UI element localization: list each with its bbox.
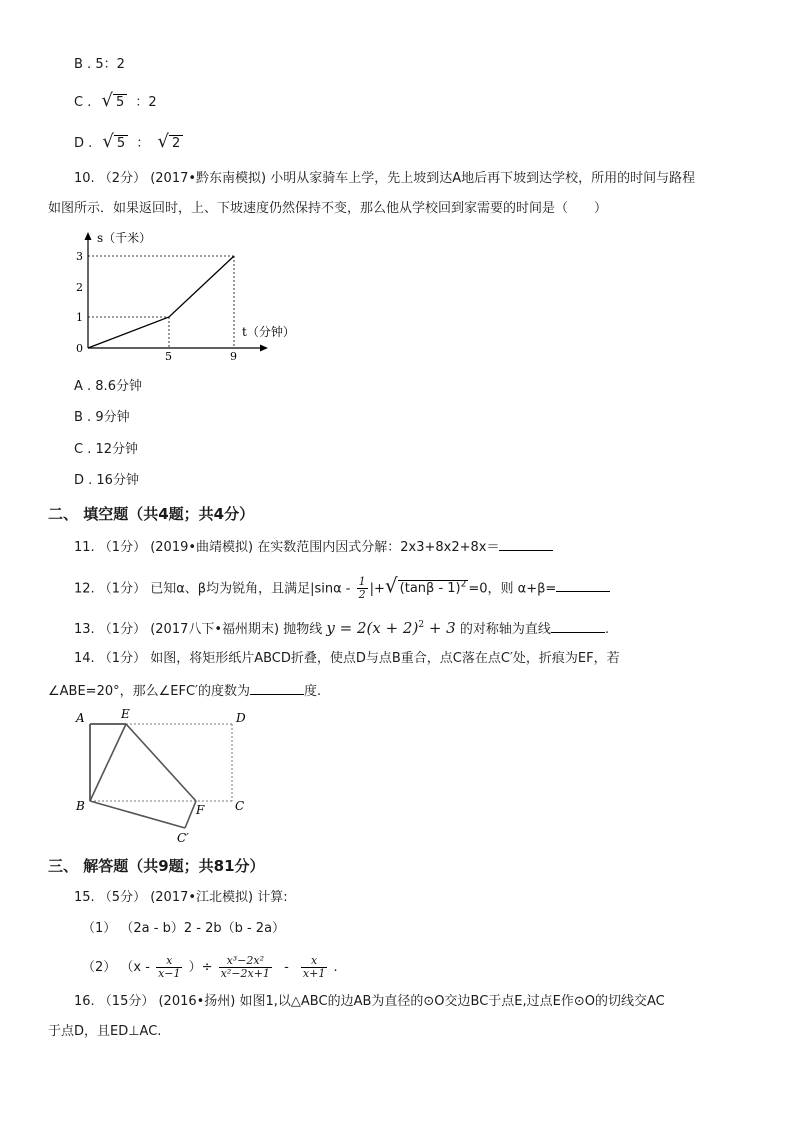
- edge-FC-prime: [185, 801, 196, 828]
- q13-answer-blank: [551, 618, 605, 633]
- q9-option-c-prefix: C .: [74, 95, 92, 110]
- q10-text-line-1: 10. （2分） (2017•黔东南模拟) 小明从家骑车上学，先上坡到达A地后再下坡到达学校，所用的时间与路程: [74, 171, 696, 186]
- q16-text-line-2: 于点D，且ED⊥AC.: [48, 1024, 162, 1039]
- q15-fraction-2: [219, 955, 272, 980]
- label-C-prime: C′: [177, 831, 189, 845]
- q12-half-den: 2: [358, 588, 366, 602]
- q14-folded-rectangle-figure: [72, 706, 272, 846]
- q15-f3-num: x: [301, 955, 327, 968]
- q13-formula: [326, 619, 455, 637]
- route-line: [88, 256, 234, 348]
- label-F: F: [196, 803, 205, 817]
- q15-f2-num: x³−2x²: [219, 955, 272, 968]
- y-tick-2: 2: [76, 281, 83, 294]
- q15-minus: -: [284, 960, 289, 975]
- q14-answer-blank: [250, 680, 304, 695]
- y-axis-arrow-icon: [85, 232, 92, 240]
- x-tick-9: 9: [230, 350, 237, 363]
- q9-option-c-radicand: 5: [113, 94, 127, 110]
- q15-f2-den: x²−2x+1: [220, 967, 270, 980]
- q15-part2-prefix: （2） （x -: [82, 960, 150, 975]
- q9-option-d-sep: ：: [136, 136, 150, 151]
- q15-part-1: （1） （2a - b）2 - 2b（b - 2a）: [82, 921, 286, 936]
- q13-formula-tail: + 3: [428, 619, 456, 637]
- y-axis-label: s（千米）: [97, 231, 152, 245]
- label-D: D: [236, 711, 246, 725]
- q9-option-c-suffix: ：2: [135, 95, 157, 110]
- q12-prefix: 12. （1分） 已知α、β均为锐角，且满足|sinα -: [74, 581, 351, 597]
- label-C: C: [235, 799, 245, 813]
- q10-distance-time-graph: [72, 228, 302, 363]
- q15-f1-num: x: [156, 955, 182, 968]
- q14-text-line-2: [48, 680, 321, 701]
- q9-option-c: [74, 92, 157, 112]
- q15-fraction-3: [301, 955, 327, 980]
- sqrt-icon: √: [384, 573, 398, 598]
- edge-BC-prime: [90, 801, 185, 828]
- q11-answer-blank: [499, 536, 553, 551]
- q15-end: .: [333, 960, 338, 975]
- q12-rad-content: (tanβ - 1): [399, 581, 461, 597]
- q9-option-d-radicand-1: 5: [114, 135, 128, 151]
- q10-option-b: B . 9分钟: [74, 410, 130, 425]
- q13-suffix: 的对称轴为直线: [459, 622, 551, 637]
- q15-f1-den: x−1: [158, 967, 181, 980]
- edge-BE: [90, 724, 126, 801]
- x-axis-arrow-icon: [260, 345, 268, 352]
- q10-option-c: C . 12分钟: [74, 442, 139, 457]
- q15-divide: ）÷: [188, 960, 213, 975]
- q15-fraction-1: [156, 955, 182, 980]
- q12-text: [74, 573, 610, 602]
- sqrt-icon: √: [101, 90, 113, 111]
- q10-option-d: D . 16分钟: [74, 473, 139, 488]
- q13-formula-exp: 2: [418, 620, 425, 630]
- q11-text: [74, 536, 553, 557]
- section-2-heading: 二、 填空题（共4题；共4分）: [48, 505, 255, 523]
- q14-text-line-1: 14. （1分） 如图，将矩形纸片ABCD折叠，使点D与点B重合，点C落在点C′处，折痕为EF，若: [74, 651, 620, 666]
- q11-prompt: 11. （1分） (2019•曲靖模拟) 在实数范围内因式分解：2x3+8x2+8x＝: [74, 540, 500, 555]
- q15-f3-den: x+1: [302, 967, 326, 980]
- section-3-heading: 三、 解答题（共9题；共81分）: [48, 857, 265, 875]
- q12-half-num: 1: [358, 575, 366, 589]
- q12-answer-blank: [556, 577, 610, 592]
- q14-line2-prefix: ∠ABE=20°，那么∠EFC′的度数为: [48, 684, 250, 699]
- q9-option-d-prefix: D .: [74, 136, 93, 151]
- q9-option-b: B . 5：2: [74, 57, 125, 72]
- q13-prefix: 13. （1分） (2017八下•福州期末) 抛物线: [74, 622, 323, 637]
- q12-radicand: [398, 580, 469, 596]
- q15-text-line-1: 15. （5分） (2017•江北模拟) 计算:: [74, 890, 288, 905]
- sqrt-icon: √: [102, 131, 114, 152]
- x-tick-5: 5: [165, 350, 172, 363]
- q9-option-d: [74, 133, 183, 153]
- label-A: A: [76, 711, 85, 725]
- y-tick-1: 1: [76, 311, 83, 324]
- q10-text-line-2: 如图所示．如果返回时，上、下坡速度仍然保持不变，那么他从学校回到家需要的时间是（ ）: [48, 201, 608, 216]
- label-B: B: [76, 799, 85, 813]
- q9-option-d-radicand-2: 2: [169, 135, 183, 151]
- origin-label: 0: [76, 342, 83, 355]
- q10-option-a: A . 8.6分钟: [74, 379, 142, 394]
- sqrt-icon: √: [157, 131, 169, 152]
- q12-suffix: =0，则 α+β=: [468, 581, 557, 597]
- y-tick-3: 3: [76, 250, 83, 263]
- q13-formula-main: y = 2(x + 2): [326, 619, 419, 637]
- q12-rad-exp: 2: [460, 580, 467, 590]
- x-axis-label: t（分钟）: [242, 325, 295, 339]
- q13-text: [74, 616, 609, 639]
- q12-half-fraction: [357, 576, 368, 601]
- edge-EF: [126, 724, 196, 801]
- label-E: E: [121, 707, 130, 721]
- q12-mid: |+: [369, 581, 385, 597]
- q16-text-line-1: 16. （15分） (2016•扬州) 如图1,以△ABC的边AB为直径的⊙O交边BC于点E,过点E作⊙O的切线交AC: [74, 994, 665, 1009]
- q13-end: .: [604, 622, 610, 637]
- q15-part-2: [82, 953, 338, 983]
- q14-line2-suffix: 度.: [304, 684, 322, 699]
